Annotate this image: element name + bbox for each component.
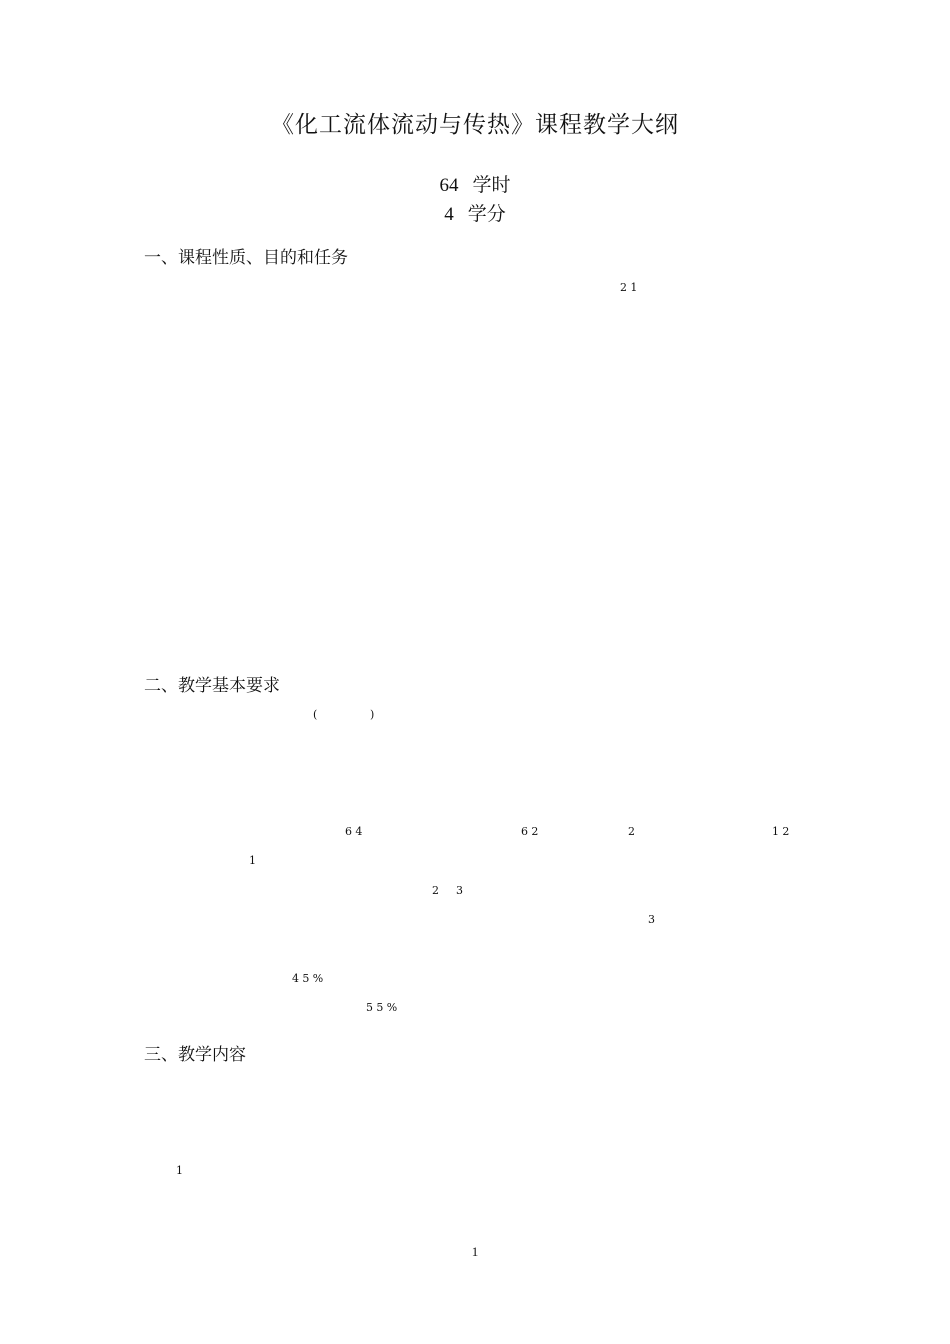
course-credits — [0, 199, 950, 226]
text-fragment: 12 — [772, 825, 793, 838]
text-fragment: 1 — [176, 1164, 187, 1177]
text-fragment: 55% — [366, 1001, 401, 1014]
text-fragment: 62 — [521, 825, 542, 838]
page-number: 1 — [471, 1244, 479, 1259]
course-hours-unit: 学时 — [472, 174, 511, 196]
text-fragment: ) — [370, 708, 378, 721]
document-title: 《化工流体流动与传热》课程教学大纲 — [271, 112, 679, 138]
text-fragment: 1 — [249, 854, 260, 867]
text-fragment: 3 — [456, 884, 467, 897]
text-fragment: 2 — [432, 884, 443, 897]
section-heading-purpose: 一、课程性质、目的和任务 — [144, 248, 348, 268]
section-heading-content: 三、教学内容 — [144, 1045, 246, 1065]
course-hours-value: 64 — [439, 175, 459, 196]
course-credits-value: 4 — [444, 204, 454, 225]
text-fragment: 3 — [648, 913, 659, 926]
course-hours — [0, 170, 950, 197]
text-fragment: 2 — [628, 825, 639, 838]
text-fragment: ( — [313, 708, 321, 721]
text-fragment: 45% — [292, 972, 327, 985]
text-fragment: 21 — [620, 281, 641, 294]
section-heading-requirements: 二、教学基本要求 — [144, 676, 280, 696]
course-credits-unit: 学分 — [467, 203, 506, 225]
text-fragment: 64 — [345, 825, 366, 838]
